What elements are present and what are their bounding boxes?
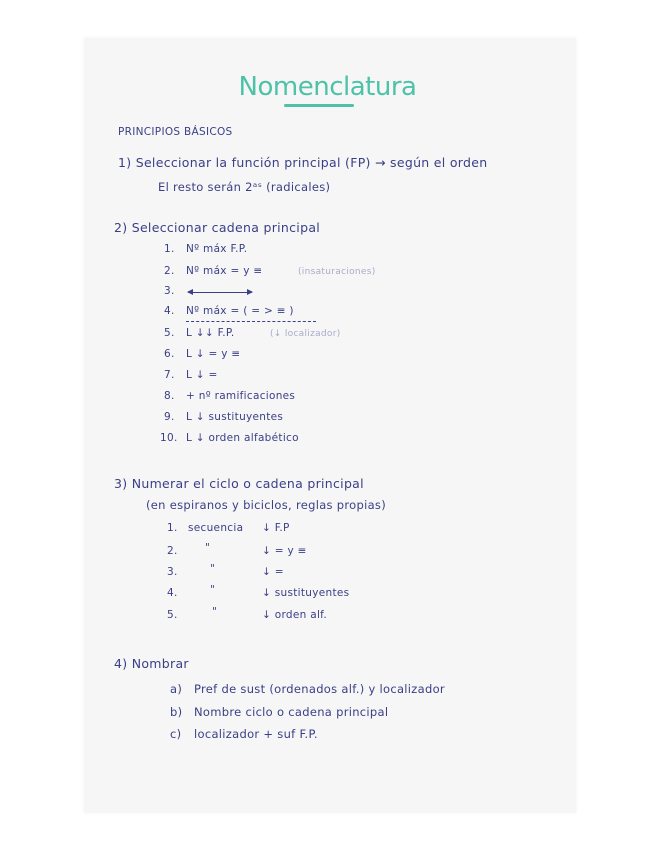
item-number: 2. [167, 545, 178, 557]
item-text: ↓ = y ≡ [262, 545, 307, 557]
item-text: Nº máx = ( = > ≡ ) [186, 305, 294, 317]
item-note: (insaturaciones) [298, 267, 376, 277]
item-label: secuencia [188, 522, 244, 534]
item-number: 1. [164, 243, 175, 255]
item-text: ↓ F.P [262, 522, 290, 534]
item-text: localizador + suf F.P. [194, 727, 318, 741]
item-text: L ↓ sustituyentes [186, 411, 284, 423]
title-underline [284, 104, 354, 107]
item-text: L ↓ orden alfabético [186, 432, 299, 444]
item-text: L ↓ = [186, 369, 218, 381]
section-3-heading: 3) Numerar el ciclo o cadena principal [114, 476, 364, 491]
item-number: 1. [167, 522, 178, 534]
section-2-heading: 2) Seleccionar cadena principal [114, 220, 321, 235]
item-number: 8. [164, 390, 175, 402]
page-title: Nomenclatura [238, 72, 417, 102]
double-arrow-icon [188, 292, 252, 293]
subtitle: PRINCIPIOS BÁSICOS [118, 126, 233, 138]
item-number: 9. [164, 411, 175, 423]
section-3-note: (en espiranos y biciclos, reglas propias) [146, 498, 387, 512]
item-text: ↓ = [262, 566, 284, 578]
item-note: (↓ localizador) [270, 329, 341, 339]
item-label: " [210, 563, 216, 575]
item-number: 5. [164, 327, 175, 339]
item-number: 4. [167, 587, 178, 599]
item-label: " [210, 584, 216, 596]
item-number: 10. [160, 432, 178, 444]
item-number: 7. [164, 369, 175, 381]
item-label: b) [170, 705, 183, 719]
item-text: ↓ sustituyentes [262, 587, 350, 599]
item-label: c) [170, 727, 182, 741]
item-text: Nº máx = y ≡ [186, 265, 263, 277]
item-text: L ↓↓ F.P. [186, 327, 235, 339]
dashed-underline [186, 321, 316, 322]
item-text: + nº ramificaciones [186, 390, 296, 402]
item-number: 6. [164, 348, 175, 360]
item-number: 2. [164, 265, 175, 277]
item-text: Pref de sust (ordenados alf.) y localizador [194, 682, 445, 696]
section-4-heading: 4) Nombrar [114, 656, 189, 671]
item-text: Nombre ciclo o cadena principal [194, 705, 389, 719]
section-1-line-2: El resto serán 2ᵃˢ (radicales) [158, 180, 331, 194]
item-label: " [212, 606, 218, 618]
item-text: ↓ orden alf. [262, 609, 328, 621]
item-number: 4. [164, 305, 175, 317]
item-text: L ↓ = y ≡ [186, 348, 241, 360]
item-number: 3. [167, 566, 178, 578]
item-label: " [205, 542, 211, 554]
item-number: 3. [164, 285, 175, 297]
section-1-line-1: 1) Seleccionar la función principal (FP) → según el orden [118, 155, 488, 170]
item-text: Nº máx F.P. [186, 243, 248, 255]
item-label: a) [170, 682, 183, 696]
item-number: 5. [167, 609, 178, 621]
